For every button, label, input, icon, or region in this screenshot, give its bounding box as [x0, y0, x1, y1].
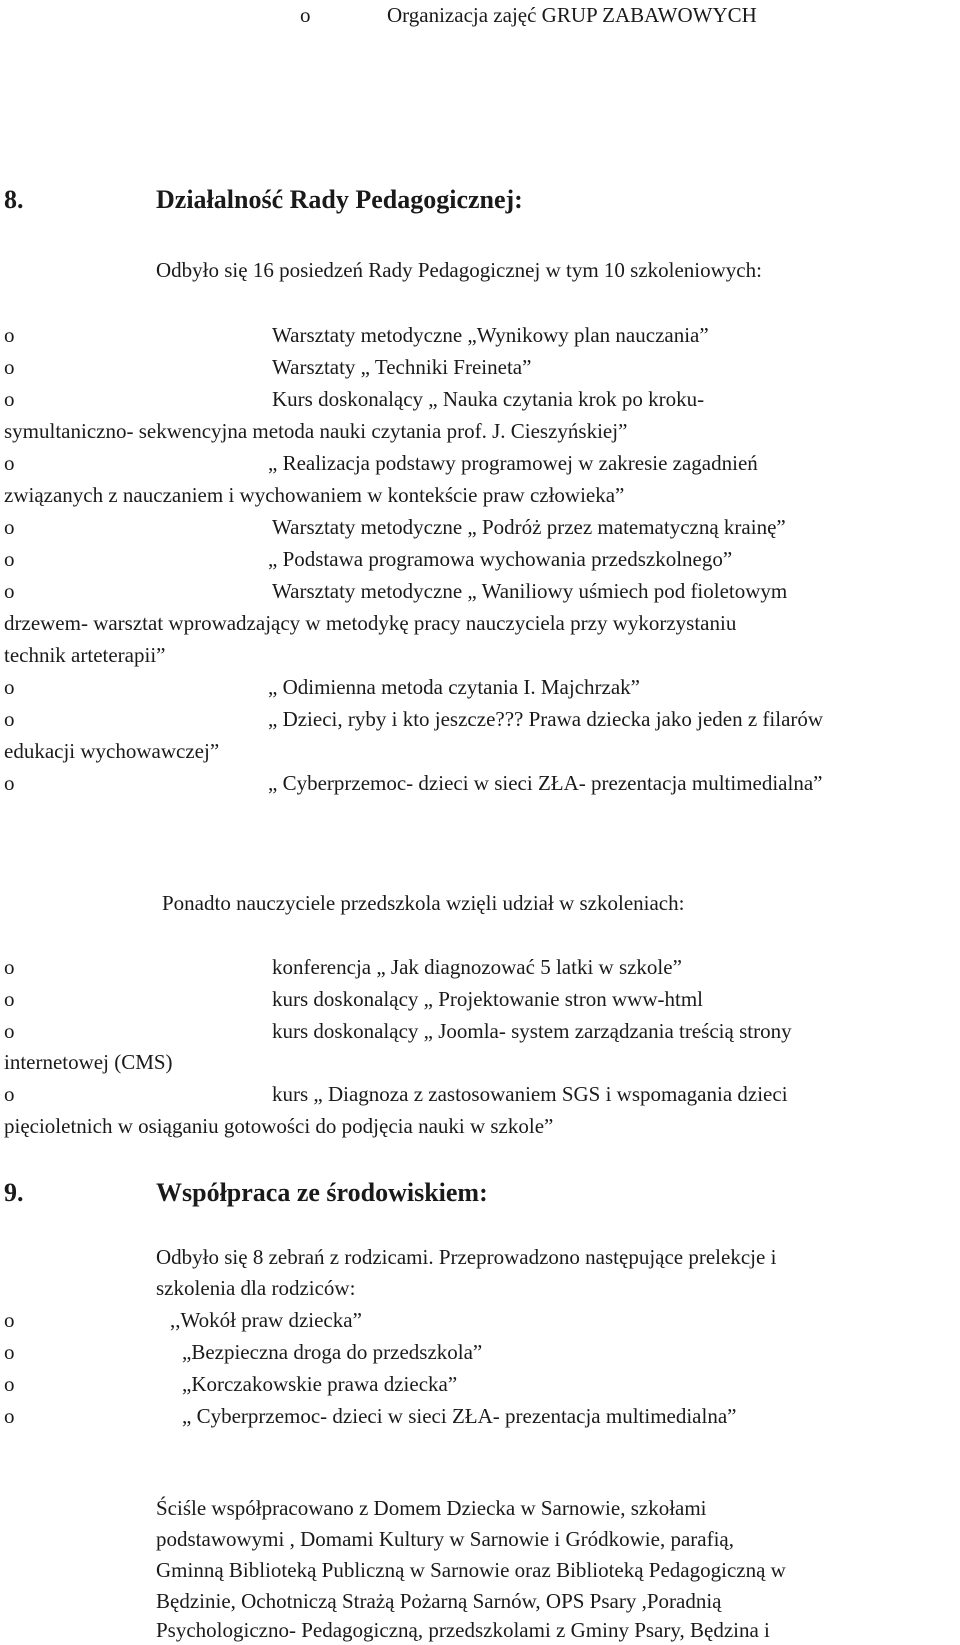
list-item: Warsztaty metodyczne „Wynikowy plan nauczania”	[272, 323, 709, 347]
bullet: o	[300, 3, 311, 27]
list-item: Warsztaty metodyczne „ Waniliowy uśmiech pod fioletowym	[272, 579, 788, 603]
section-8-title: Działalność Rady Pedagogicznej:	[156, 185, 523, 214]
cooperation-paragraph-line: Gminną Biblioteką Publiczną w Sarnowie oraz Biblioteką Pedagogiczną w	[156, 1558, 786, 1582]
list-item-continuation: symultaniczno- sekwencyjna metoda nauki czytania prof. J. Cieszyńskiej”	[4, 419, 628, 443]
bullet: o	[4, 707, 15, 731]
list-item: „ Cyberprzemoc- dzieci w sieci ZŁA- prezentacja multimedialna”	[182, 1404, 737, 1428]
bullet: o	[4, 451, 15, 475]
bullet: o	[4, 387, 15, 411]
bullet: o	[4, 1340, 15, 1364]
bullet: o	[4, 1372, 15, 1396]
bullet: o	[4, 1082, 15, 1106]
list-item: Warsztaty „ Techniki Freineta”	[272, 355, 532, 379]
trainings-intro: Ponadto nauczyciele przedszkola wzięli udział w szkoleniach:	[162, 891, 685, 915]
bullet: o	[4, 955, 15, 979]
list-item-continuation: edukacji wychowawczej”	[4, 739, 220, 763]
top-list-item: Organizacja zajęć GRUP ZABAWOWYCH	[387, 3, 757, 27]
list-item: „ Podstawa programowa wychowania przedszkolnego”	[268, 547, 733, 571]
bullet: o	[4, 675, 15, 699]
training-item-continuation: internetowej (CMS)	[4, 1050, 173, 1074]
list-item: Kurs doskonalący „ Nauka czytania krok po kroku-	[272, 387, 705, 411]
list-item: ,,Wokół praw dziecka”	[170, 1308, 362, 1332]
section-8-number: 8.	[4, 185, 24, 214]
bullet: o	[4, 1404, 15, 1428]
cooperation-paragraph-line: Ściśle współpracowano z Domem Dziecka w Sarnowie, szkołami	[156, 1496, 707, 1520]
section-9-number: 9.	[4, 1178, 24, 1207]
list-item: „ Cyberprzemoc- dzieci w sieci ZŁA- prezentacja multimedialna”	[268, 771, 823, 795]
bullet: o	[4, 355, 15, 379]
list-item-continuation: drzewem- warsztat wprowadzający w metodykę pracy nauczyciela przy wykorzystaniu	[4, 611, 737, 635]
bullet: o	[4, 323, 15, 347]
list-item: „ Dzieci, ryby i kto jeszcze??? Prawa dziecka jako jeden z filarów	[268, 707, 824, 731]
cooperation-paragraph-line: Psychologiczno- Pedagogiczną, przedszkolami z Gminy Psary, Będzina i	[156, 1618, 770, 1642]
list-item: „Korczakowskie prawa dziecka”	[182, 1372, 458, 1396]
list-item-continuation: związanych z nauczaniem i wychowaniem w kontekście praw człowieka”	[4, 483, 625, 507]
bullet: o	[4, 515, 15, 539]
list-item: „Bezpieczna droga do przedszkola”	[182, 1340, 483, 1364]
list-item-continuation: technik arteterapii”	[4, 643, 166, 667]
bullet: o	[4, 547, 15, 571]
list-item: „ Realizacja podstawy programowej w zakresie zagadnień	[268, 451, 758, 475]
bullet: o	[4, 987, 15, 1011]
bullet: o	[4, 771, 15, 795]
training-item: konferencja „ Jak diagnozować 5 latki w szkole”	[272, 955, 682, 979]
training-item: kurs doskonalący „ Projektowanie stron www-html	[272, 987, 704, 1011]
section-9-intro: Odbyło się 8 zebrań z rodzicami. Przeprowadzono następujące prelekcje i	[156, 1245, 777, 1269]
bullet: o	[4, 1308, 15, 1332]
bullet: o	[4, 1019, 15, 1043]
list-item: „ Odimienna metoda czytania I. Majchrzak”	[268, 675, 640, 699]
training-item-continuation: pięcioletnich w osiąganiu gotowości do podjęcia nauki w szkole”	[4, 1114, 554, 1138]
section-9-intro: szkolenia dla rodziców:	[156, 1276, 356, 1300]
list-item: Warsztaty metodyczne „ Podróż przez matematyczną krainę”	[272, 515, 786, 539]
cooperation-paragraph-line: podstawowymi , Domami Kultury w Sarnowie i Gródkowie, parafią,	[156, 1527, 734, 1551]
bullet: o	[4, 579, 15, 603]
section-8-intro: Odbyło się 16 posiedzeń Rady Pedagogicznej w tym 10 szkoleniowych:	[156, 258, 762, 282]
cooperation-paragraph-line: Będzinie, Ochotniczą Strażą Pożarną Sarnów, OPS Psary ,Poradnią	[156, 1589, 722, 1613]
training-item: kurs „ Diagnoza z zastosowaniem SGS i wspomagania dzieci	[272, 1082, 788, 1106]
section-9-title: Współpraca ze środowiskiem:	[156, 1178, 488, 1207]
training-item: kurs doskonalący „ Joomla- system zarządzania treścią strony	[272, 1019, 792, 1043]
